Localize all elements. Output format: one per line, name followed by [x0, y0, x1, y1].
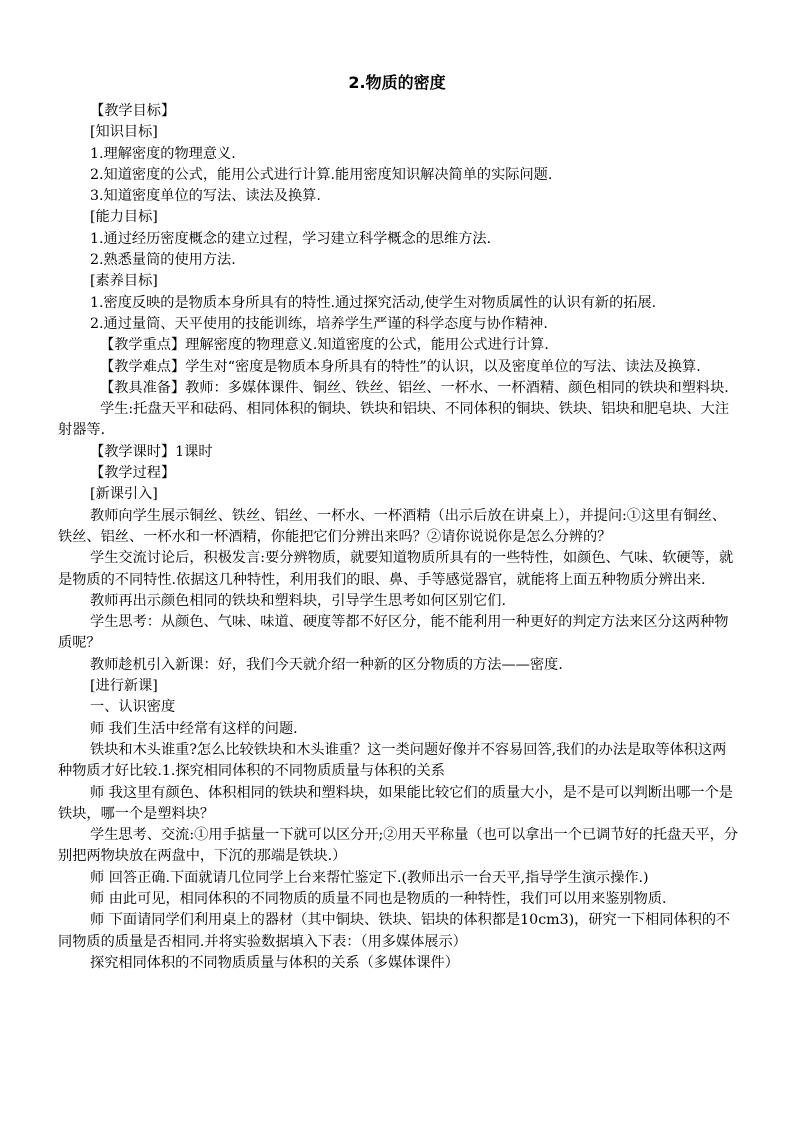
- paragraph: 师 我们生活中经常有这样的问题.: [90, 720, 298, 737]
- heading-teaching-goals: 【教学目标】: [90, 103, 176, 119]
- paragraph: 铁块和木头谁重?怎么比较铁块和木头谁重？这一类问题好像并不容易回答,我们的办法是取等体积这两种物质才好比较.1.探究相同体积的不同物质质量与体积的关系: [58, 741, 727, 780]
- list-item: 3.知道密度单位的写法、读法及换算.: [90, 188, 321, 205]
- student-aids: 学生:托盘天平和砝码、相同体积的铜块、铁块和铝块、不同体积的铜块、铁块、铝块和肥皂块、大注射器等.: [58, 401, 730, 439]
- paragraph: 师 由此可见，相同体积的不同物质的质量不同也是物质的一种特性，我们可以用来鉴别物质.: [90, 890, 667, 907]
- paragraph: 教师趁机引入新课：好，我们今天就介绍一种新的区分物质的方法——密度.: [90, 656, 563, 673]
- paragraph: 教师再出示颜色相同的铁块和塑料块，引导学生思考如何区别它们.: [90, 592, 506, 609]
- paragraph: 教师向学生展示铜丝、铁丝、铝丝、一杯水、一杯酒精（出示后放在讲桌上），并提问:①这里有铜丝、铁丝、铝丝、一杯水和一杯酒精，你能把它们分辨出来吗？②请你说说你是怎么分辨的？: [58, 507, 727, 545]
- subheading-literacy-goals: [素养目标]: [90, 273, 158, 290]
- page-title: 2.物质的密度: [348, 73, 446, 92]
- teaching-key-points: 【教学重点】理解密度的物理意义.知道密度的公式，能用公式进行计算.: [100, 337, 549, 354]
- teaching-difficulties: 【教学难点】学生对“密度是物质本身所具有的特性”的认识，以及密度单位的写法、读法及换算.: [100, 358, 701, 375]
- paragraph: 学生思考：从颜色、气味、味道、硬度等都不好区分，能不能利用一种更好的判定方法来区分这两种物质呢？: [58, 614, 729, 652]
- subheading-lesson-intro: [新课引入]: [90, 486, 158, 503]
- subheading-new-lesson: [进行新课]: [90, 678, 158, 695]
- teaching-hours: 【教学课时】1课时: [90, 443, 213, 460]
- paragraph: 师 下面请同学们利用桌上的器材（其中铜块、铁块、铝块的体积都是10cm3)，研究一下相同体积的不同物质的质量是否相同.并将实验数据填入下表：（用多媒体展示）: [58, 912, 731, 950]
- paragraph: 探究相同体积的不同物质质量与体积的关系（多媒体课件）: [90, 954, 459, 971]
- paragraph: 师 回答正确.下面就请几位同学上台来帮忙鉴定下.(教师出示一台天平,指导学生演示操作.): [90, 869, 649, 886]
- list-item: 1.理解密度的物理意义.: [90, 145, 236, 162]
- list-item: 2.知道密度的公式，能用公式进行计算.能用密度知识解决简单的实际问题.: [90, 166, 553, 183]
- section-heading: 一、认识密度: [90, 699, 176, 716]
- list-item: 1.通过经历密度概念的建立过程，学习建立科学概念的思维方法.: [90, 230, 492, 247]
- list-item: 1.密度反映的是物质本身所具有的特性.通过探究活动,使学生对物质属性的认识有新的拓展.: [90, 294, 657, 311]
- document-body: [58, 101, 740, 974]
- teaching-aids: 【教具准备】教师：多媒体课件、铜丝、铁丝、铝丝、一杯水、一杯酒精、颜色相同的铁块和塑料块.: [100, 379, 729, 396]
- heading-teaching-process: 【教学过程】: [90, 465, 176, 482]
- paragraph: 学生交流讨论后，积极发言:要分辨物质，就要知道物质所具有的一些特性，如颜色、气味、软硬等，就是物质的不同特性.依据这几种特性，利用我们的眼、鼻、手等感觉器官，就能将上面五种物质分辨出来.: [58, 550, 734, 588]
- subheading-knowledge-goals: [知识目标]: [90, 124, 158, 141]
- subheading-ability-goals: [能力目标]: [90, 209, 158, 226]
- paragraph: 学生思考、交流:①用手掂量一下就可以区分开;②用天平称量（也可以拿出一个已调节好的托盘天平，分别把两物块放在两盘中，下沉的那端是铁块.）: [58, 827, 739, 865]
- list-item: 2.熟悉量筒的使用方法.: [90, 252, 236, 269]
- paragraph: 师 我这里有颜色、体积相同的铁块和塑料块，如果能比较它们的质量大小，是不是可以判断出哪一个是铁块，哪一个是塑料块？: [58, 784, 733, 822]
- list-item: 2.通过量筒、天平使用的技能训练，培养学生严谨的科学态度与协作精神.: [90, 315, 548, 332]
